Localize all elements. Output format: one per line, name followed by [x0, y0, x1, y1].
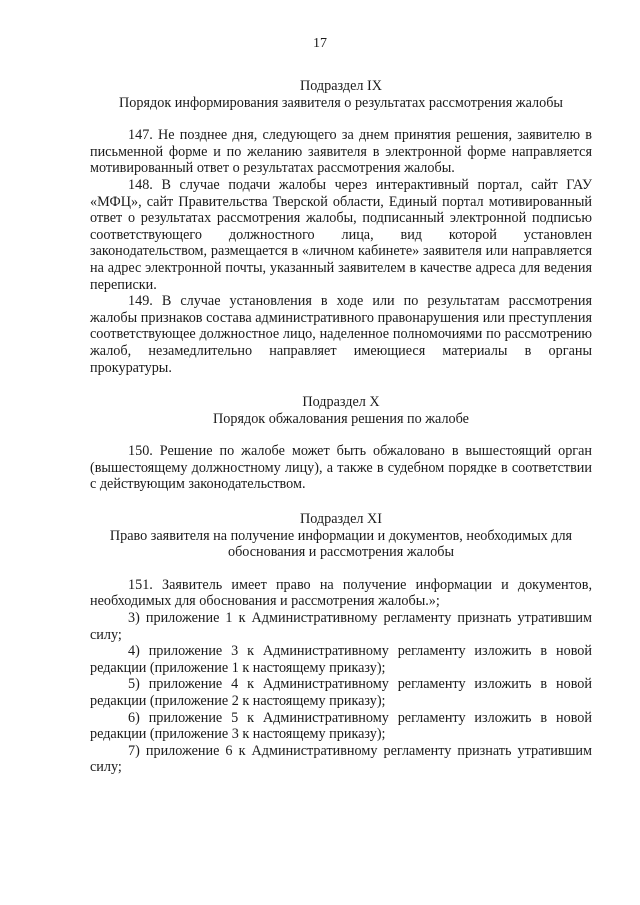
section-title: Порядок информирования заявителя о результатах рассмотрения жалобы [119, 94, 563, 111]
list-item-7: 7) приложение 6 к Административному регламенту признать утратившим силу; [90, 742, 592, 776]
section-subsection-9 [90, 78, 592, 376]
paragraph-150: 150. Решение по жалобе может быть обжаловано в вышестоящий орган (вышестоящему должностному лицу), а также в судебном порядке в соответствии с действующим законодательством. [90, 443, 592, 493]
document-body [90, 78, 592, 794]
section-label: Подраздел X [302, 394, 380, 411]
paragraph-147: 147. Не позднее дня, следующего за днем принятия решения, заявителю в письменной форме и по желанию заявителя в электронной форме направляется мотивированный ответ о результатах рассмотрения жалобы. [90, 127, 592, 177]
list-item-4: 4) приложение 3 к Административному регламенту изложить в новой редакции (приложение 1 к настоящему приказу); [90, 643, 592, 676]
list-item-6: 6) приложение 5 к Административному регламенту изложить в новой редакции (приложение 3 к настоящему приказу); [90, 709, 592, 743]
paragraph-149: 149. В случае установления в ходе или по результатам рассмотрения жалобы признаков состава административного правонарушения или преступления соответствующее должностное лицо, наделенное полномочиями по рассмотрению жалоб, незамедлительно направляет имеющиеся материалы в органы прокуратуры. [90, 293, 592, 376]
list-item-3: 3) приложение 1 к Административному регламенту признать утратившим силу; [90, 610, 592, 643]
section-title: Порядок обжалования решения по жалобе [213, 410, 469, 427]
page-number: 17 [313, 36, 327, 51]
section-label: Подраздел XI [299, 511, 382, 528]
section-title: Право заявителя на получение информации и документов, необходимых для обоснования и рассмотрения жалобы [109, 527, 573, 561]
paragraph-148: 148. В случае подачи жалобы через интерактивный портал, сайт ГАУ «МФЦ», сайт Правительства Тверской области, Единый портал мотивированный ответ о результатах рассмотрения жалобы, подписанный электронной подписью соответствующего должностного лица, вид которой установлен законодательством, размещается в «личном кабинете» заявителя или направляется на адрес электронной почты, указанный заявителем в качестве адреса для ведения переписки. [90, 176, 592, 293]
list-item-5: 5) приложение 4 к Административному регламенту изложить в новой редакции (приложение 2 к настоящему приказу); [90, 676, 592, 709]
section-subsection-10 [90, 394, 592, 493]
paragraph-151: 151. Заявитель имеет право на получение информации и документов, необходимых для обоснования и рассмотрения жалобы.»; [90, 576, 592, 610]
section-subsection-11 [90, 511, 592, 776]
section-label: Подраздел IX [299, 78, 382, 94]
